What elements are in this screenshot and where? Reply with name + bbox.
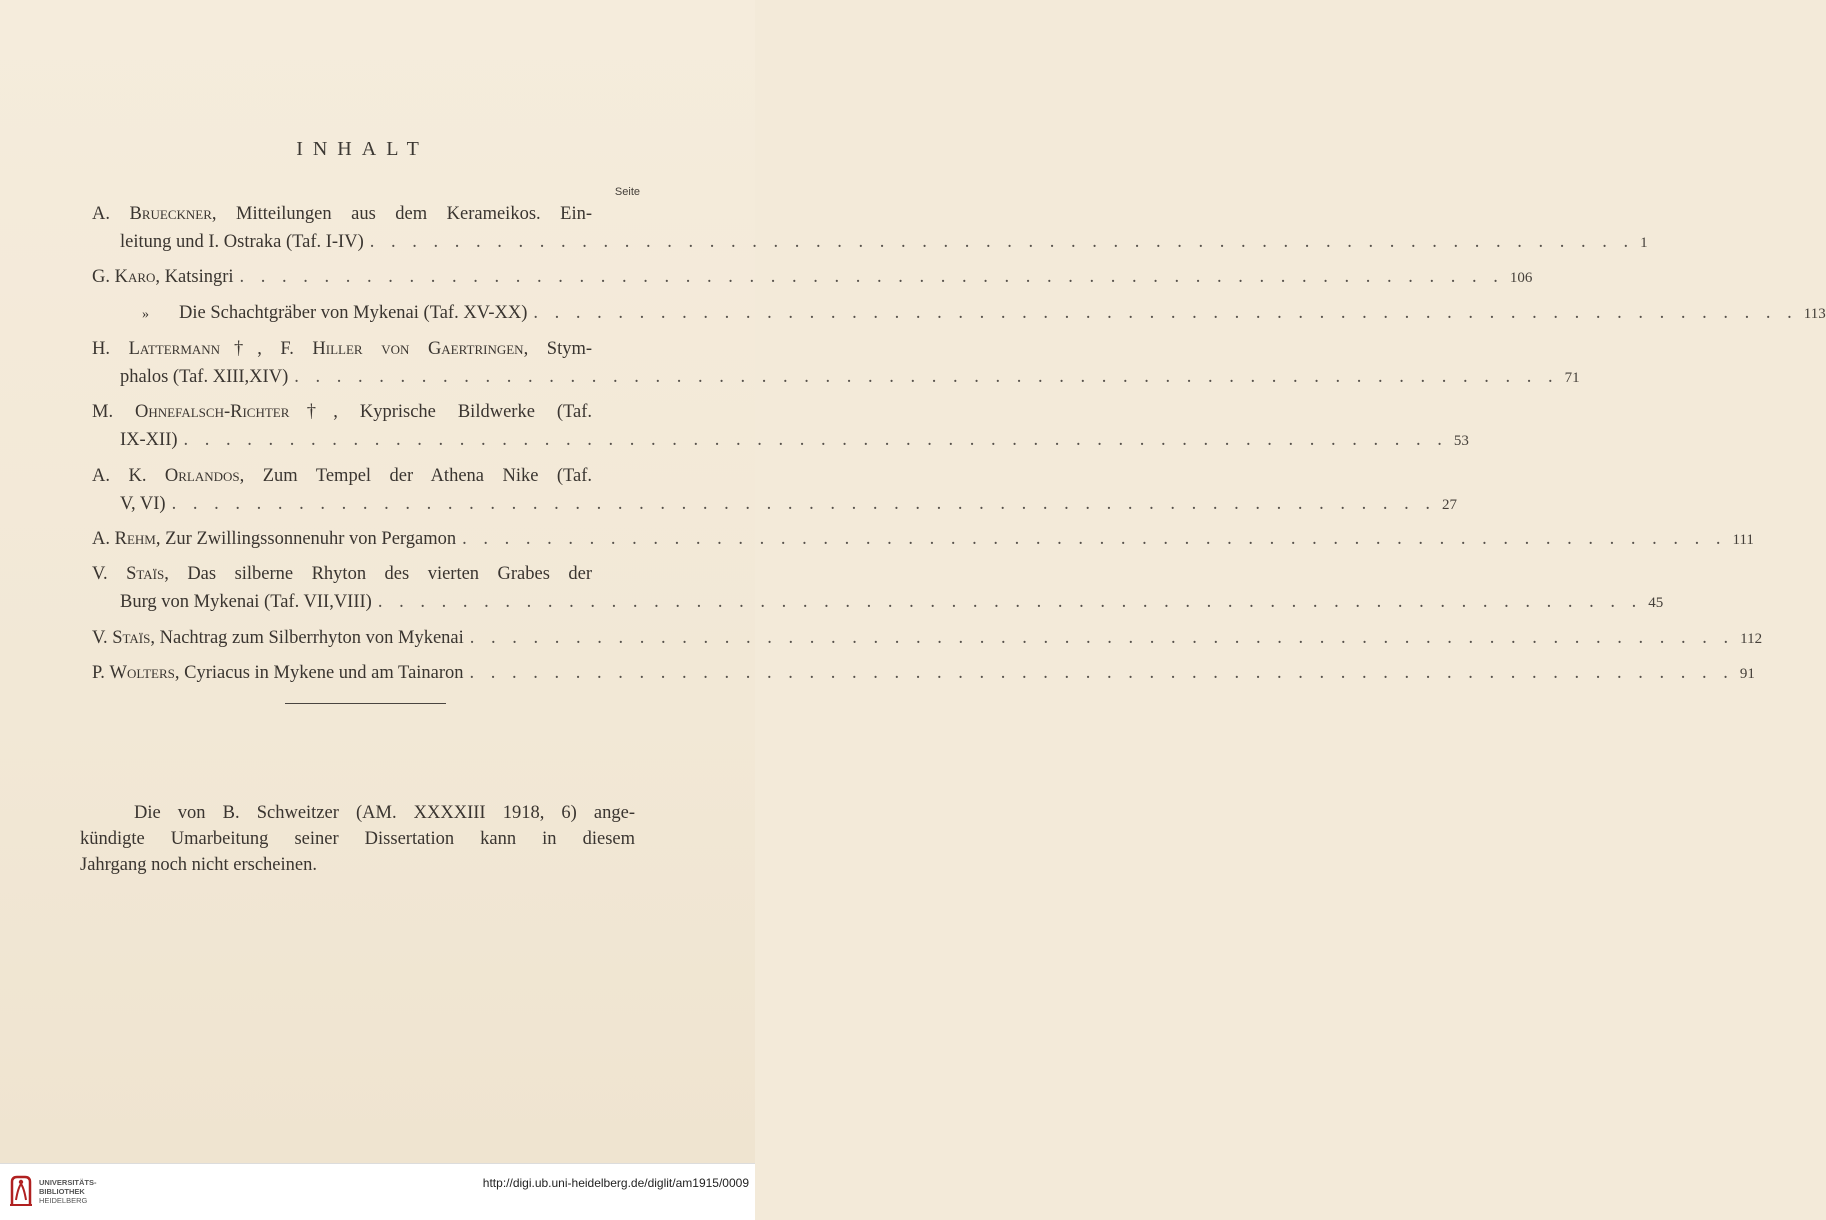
toc-entry (92, 398, 1469, 455)
toc-entry-title: P. Wolters, Cyriacus in Mykene und am Tainaron (92, 662, 464, 683)
toc-entry (92, 560, 1664, 617)
toc-entry-title: A. Rehm, Zur Zwillingssonnenuhr von Pergamon (92, 529, 457, 550)
toc-entry (92, 335, 1580, 392)
dot-leader: . . . . . . . . . . . . . . . . . . . . . . . . . . . . . . . . . . . . . . . . . . . . . . . . . . . . . . . . . . . . (294, 367, 1559, 388)
toc-word: Zum (262, 465, 298, 486)
toc-word: der (389, 465, 414, 486)
toc-entry (92, 525, 1754, 554)
toc-page-number: 111 (1732, 532, 1754, 549)
toc-entry (92, 659, 1755, 688)
toc-page-number: 53 (1453, 433, 1469, 450)
logo-line-3: HEIDELBERG (39, 1195, 88, 1205)
toc-page-number: 91 (1739, 665, 1755, 682)
dot-leader: . . . . . . . . . . . . . . . . . . . . . . . . . . . . . . . . . . . . . . . . . . . . . . . . . . . . . . . . . . . . (171, 493, 1436, 514)
dot-leader: . . . . . . . . . . . . . . . . . . . . . . . . . . . . . . . . . . . . . . . . . . . . . . . . . . . . . . . . . . . . (369, 232, 1635, 253)
toc-word: K. (128, 465, 147, 486)
editorial-note (80, 800, 635, 878)
toc-entry (92, 200, 1648, 257)
toc-word: des (384, 564, 410, 585)
toc-word: Mitteilungen (236, 204, 332, 224)
toc-entry-leader-line (92, 624, 1763, 653)
dot-leader: . . . . . . . . . . . . . . . . . . . . . . . . . . . . . . . . . . . . . . . . . . . . . . . . . . . . . . . . . . . . (239, 267, 1504, 288)
toc-word: Orlandos, (164, 465, 245, 486)
toc-page-number: 106 (1509, 270, 1533, 287)
table-of-contents (92, 200, 1826, 688)
toc-word: Rhyton (311, 564, 367, 585)
toc-entry-leader-line (92, 490, 1457, 519)
toc-word: Ohnefalsch-Richter†, (135, 402, 338, 423)
toc-word: Bildwerke (457, 402, 535, 423)
note-line-3: Jahrgang noch nicht erscheinen. (80, 855, 317, 875)
toc-page-number: 112 (1740, 630, 1763, 647)
library-footer (0, 1163, 755, 1220)
toc-word: Gaertringen, (427, 338, 529, 359)
toc-entry (92, 624, 1763, 653)
toc-word: dem (395, 204, 428, 224)
toc-entry-first-line (92, 560, 638, 588)
dot-leader: . . . . . . . . . . . . . . . . . . . . . . . . . . . . . . . . . . . . . . . . . . . . . . . . . . . . . . . . . . . . (462, 529, 1727, 550)
dot-leader: . . . . . . . . . . . . . . . . . . . . . . . . . . . . . . . . . . . . . . . . . . . . . . . . . . . . . . . . . . . . (377, 592, 1643, 613)
page-title: INHALT (296, 138, 429, 160)
logo-line-2: BIBLIOTHEK (39, 1186, 85, 1196)
toc-entry-title: Die Schachtgräber von Mykenai (Taf. XV-XX) (179, 302, 528, 323)
toc-page-number: 71 (1564, 370, 1580, 387)
toc-entry-leader-line (92, 426, 1469, 455)
toc-word: Stym- (546, 338, 593, 359)
toc-word: Lattermann†, (128, 338, 262, 359)
toc-word: vierten (427, 564, 480, 585)
toc-word: Tempel (315, 465, 372, 486)
toc-entry-title: Burg von Mykenai (Taf. VII,VIII) (120, 592, 372, 613)
ditto-mark: » (142, 306, 149, 322)
toc-word: A. (92, 465, 110, 486)
note-line-1: Die von B. Schweitzer (AM. XXXXIII 1918, 6) ange- (134, 803, 635, 823)
toc-word: Hiller (312, 338, 363, 359)
toc-word: Kyprische (359, 402, 436, 423)
toc-word: Brueckner, (129, 204, 217, 224)
toc-entry-leader-line (92, 363, 1580, 392)
page-column-label: Seite (614, 186, 640, 198)
toc-word: der (568, 564, 593, 585)
logo-line-1: UNIVERSITÄTS- (39, 1177, 97, 1187)
toc-entry-title: IX-XII) (120, 430, 178, 451)
toc-entry-leader-line (92, 263, 1533, 292)
toc-entry-leader-line (92, 228, 1648, 257)
toc-word: Grabes (497, 564, 550, 585)
toc-word: aus (351, 204, 376, 224)
toc-page-number: 1 (1640, 235, 1648, 252)
toc-entry (92, 263, 1533, 292)
source-url[interactable]: http://digi.ub.uni-heidelberg.de/diglit/am1915/0009 (482, 1176, 749, 1190)
toc-word: (Taf. (556, 465, 593, 486)
toc-page-number: 113 (1803, 305, 1826, 322)
heidelberg-lion-icon (8, 1174, 34, 1208)
toc-word: Kerameikos. (446, 204, 541, 224)
toc-entry (92, 462, 1457, 519)
divider-rule (285, 703, 446, 704)
dot-leader: . . . . . . . . . . . . . . . . . . . . . . . . . . . . . . . . . . . . . . . . . . . . . . . . . . . . . . . . . . . . (183, 430, 1448, 451)
toc-entry-title: V, VI) (120, 493, 166, 514)
toc-entry-first-line (92, 335, 638, 363)
toc-word: A. (92, 204, 110, 224)
toc-entry-title: leitung und I. Ostraka (Taf. I-IV) (120, 232, 364, 253)
toc-entry-first-line (92, 200, 638, 228)
toc-entry-leader-line (92, 659, 1755, 688)
toc-entry-first-line (92, 398, 638, 426)
toc-word: von (381, 338, 410, 359)
library-logo (8, 1174, 97, 1208)
toc-word: (Taf. (556, 402, 593, 423)
dot-leader: . . . . . . . . . . . . . . . . . . . . . . . . . . . . . . . . . . . . . . . . . . . . . . . . . . . . . . . . . . . . (469, 627, 1735, 648)
toc-page-number: 27 (1441, 496, 1457, 513)
toc-entry-title: G. Karo, Katsingri (92, 267, 234, 288)
library-logo-text (39, 1178, 97, 1205)
dot-leader: . . . . . . . . . . . . . . . . . . . . . . . . . . . . . . . . . . . . . . . . . . . . . . . . . . . . . . . . . . . . (533, 302, 1798, 323)
toc-page-number: 45 (1648, 595, 1664, 612)
toc-entry-leader-line (92, 299, 1826, 329)
toc-word: silberne (234, 564, 294, 585)
toc-word: M. (92, 402, 114, 423)
toc-word: F. (280, 338, 294, 359)
toc-entry-leader-line (92, 588, 1664, 617)
note-line-2: kündigte Umarbeitung seiner Dissertation kann in diesem (80, 829, 635, 849)
toc-entry-leader-line (92, 525, 1754, 554)
toc-entry (92, 299, 1826, 329)
toc-word: Ein- (560, 204, 593, 224)
toc-word: V. (92, 564, 108, 585)
toc-entry-title: phalos (Taf. XIII,XIV) (120, 367, 289, 388)
toc-word: H. (92, 338, 110, 359)
toc-word: Athena (430, 465, 484, 486)
toc-entry-first-line (92, 462, 638, 490)
dot-leader: . . . . . . . . . . . . . . . . . . . . . . . . . . . . . . . . . . . . . . . . . . . . . . . . . . . . . . . . . . . . (469, 662, 1734, 683)
toc-word: Nike (502, 465, 539, 486)
toc-word: Das (187, 564, 217, 585)
toc-word: Staïs, (126, 564, 169, 585)
toc-entry-title: V. Staïs, Nachtrag zum Silberrhyton von Mykenai (92, 627, 464, 648)
